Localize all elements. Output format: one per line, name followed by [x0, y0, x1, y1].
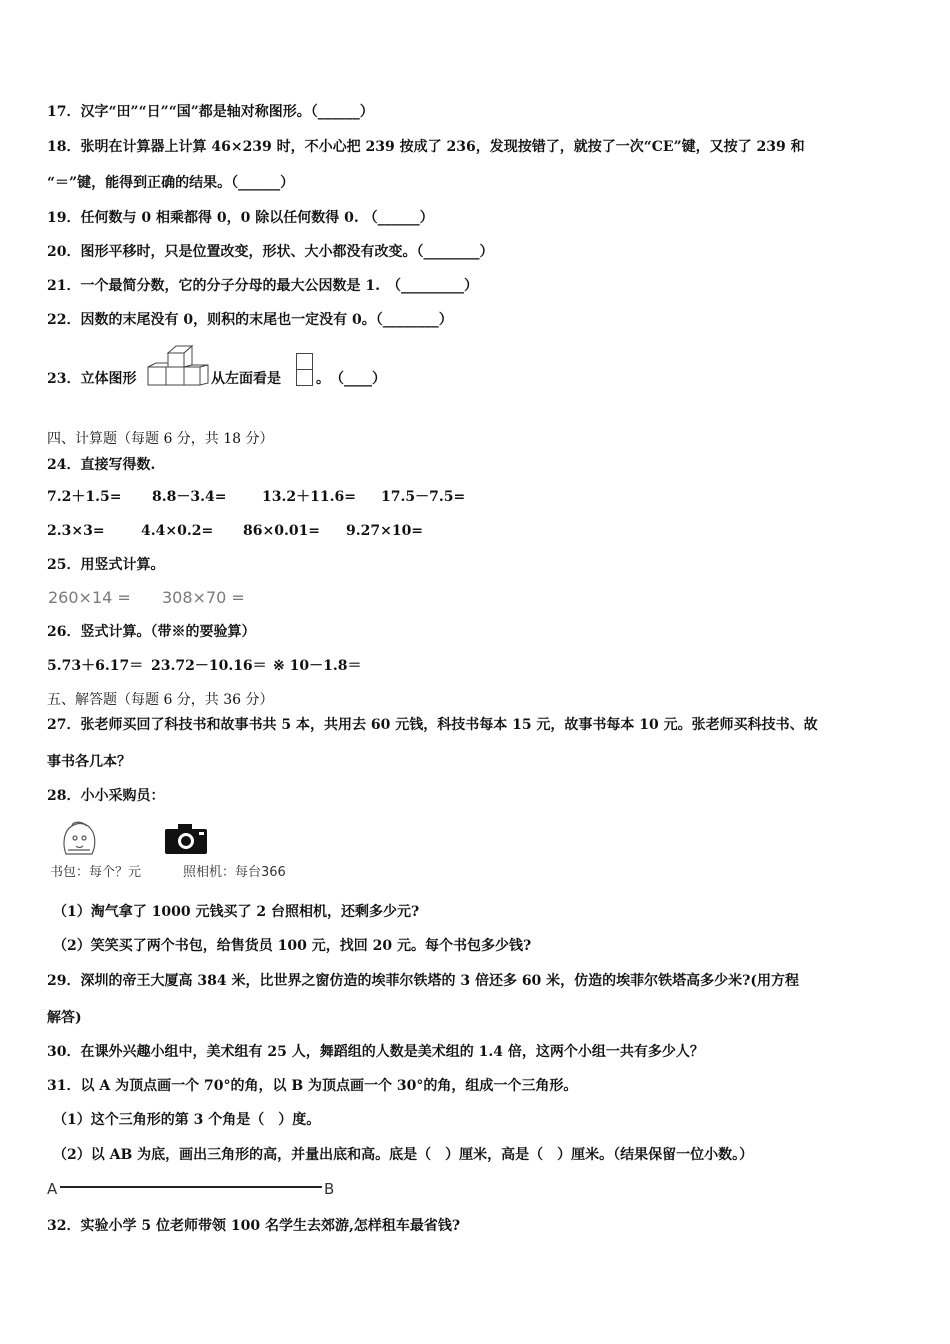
point-a-label: A: [47, 1180, 58, 1198]
question-26-title: 26．竖式计算。（带※的要验算）: [47, 624, 256, 640]
question-32: 32．实验小学 5 位老师带领 100 名学生去郊游,怎样租车最省钱?: [47, 1218, 461, 1234]
question-23-suffix: 。 （____）: [316, 371, 386, 387]
question-27-line2: 事书各几本？: [47, 754, 131, 770]
calc-item: 8.8－3.4=: [152, 489, 227, 505]
point-b-label: B: [324, 1180, 335, 1198]
vertical-calc-item: 23.72－10.16＝: [151, 658, 267, 674]
question-21: 21．一个最简分数，它的分子分母的最大公因数是 1. （_________）: [47, 278, 478, 294]
question-31-sub1: （1）这个三角形的第 3 个角是（ ）度。: [53, 1112, 321, 1128]
vertical-calc-item: ※ 10－1.8＝: [273, 658, 362, 674]
question-17: 17．汉字“田”“日”“国”都是轴对称图形。（______）: [47, 104, 374, 120]
calc-item: 86×0.01=: [243, 523, 321, 539]
section-5-heading: 五、解答题（每题 6 分，共 36 分）: [47, 692, 274, 708]
question-18-line1: 18．张明在计算器上计算 46×239 时，不小心把 239 按成了 236，发现按错了，就按了一次“CE”键，又按了 239 和: [47, 139, 805, 155]
camera-icon: [164, 823, 208, 855]
question-29-line2: 解答): [47, 1010, 82, 1026]
question-31-sub2: （2）以 AB 为底，画出三角形的高，并量出底和高。底是（ ）厘米，高是（ ）厘米。（结果保留一位小数。）: [53, 1147, 754, 1163]
question-19: 19．任何数与 0 相乘都得 0，0 除以任何数得 0. （______）: [47, 210, 434, 226]
question-28-sub1: （1）淘气拿了 1000 元钱买了 2 台照相机，还剩多少元?: [53, 904, 420, 920]
calc-item: 2.3×3=: [47, 523, 105, 539]
left-view-figure: [295, 352, 315, 388]
question-31-title: 31．以 A 为顶点画一个 70°的角，以 B 为顶点画一个 30°的角，组成一个三角形。: [47, 1078, 578, 1094]
question-23-prefix: 23．立体图形: [47, 371, 137, 387]
section-4-heading: 四、计算题（每题 6 分，共 18 分）: [47, 431, 274, 447]
vertical-calc-item: 260×14 =: [48, 588, 131, 607]
question-27-line1: 27．张老师买回了科技书和故事书共 5 本，共用去 60 元钱，科技书每本 15 元，故事书每本 10 元。张老师买科技书、故: [47, 717, 818, 733]
question-18-line2: “＝”键，能得到正确的结果。（______）: [47, 175, 295, 191]
calc-item: 4.4×0.2=: [141, 523, 214, 539]
question-24-title: 24．直接写得数.: [47, 457, 156, 473]
calc-item: 7.2＋1.5=: [47, 489, 122, 505]
calc-item: 17.5－7.5=: [381, 489, 466, 505]
question-28-sub2: （2）笑笑买了两个书包，给售货员 100 元，找回 20 元。每个书包多少钱?: [53, 938, 532, 954]
calc-item: 13.2＋11.6=: [262, 489, 356, 505]
question-28-title: 28．小小采购员：: [47, 788, 165, 804]
camera-caption: 照相机：每台366: [183, 865, 286, 880]
vertical-calc-item: 308×70 =: [162, 588, 245, 607]
question-20: 20．图形平移时，只是位置改变，形状、大小都没有改变。（________）: [47, 244, 494, 260]
segment-ab: [60, 1184, 322, 1190]
schoolbag-caption: 书包：每个？元: [50, 865, 142, 880]
question-23-middle: 从左面看是: [211, 371, 281, 387]
calc-item: 9.27×10=: [346, 523, 424, 539]
schoolbag-icon: [58, 820, 100, 858]
question-22: 22．因数的末尾没有 0，则积的末尾也一定没有 0。（________）: [47, 312, 453, 328]
question-30: 30．在课外兴趣小组中，美术组有 25 人，舞蹈组的人数是美术组的 1.4 倍，这两个小组一共有多少人？: [47, 1044, 704, 1060]
cube-solid-figure: [146, 345, 210, 387]
question-25-title: 25．用竖式计算。: [47, 557, 165, 573]
question-29-line1: 29．深圳的帝王大厦高 384 米，比世界之窗仿造的埃菲尔铁塔的 3 倍还多 60 米，仿造的埃菲尔铁塔高多少米?(用方程: [47, 973, 799, 989]
vertical-calc-item: 5.73＋6.17＝: [47, 658, 144, 674]
